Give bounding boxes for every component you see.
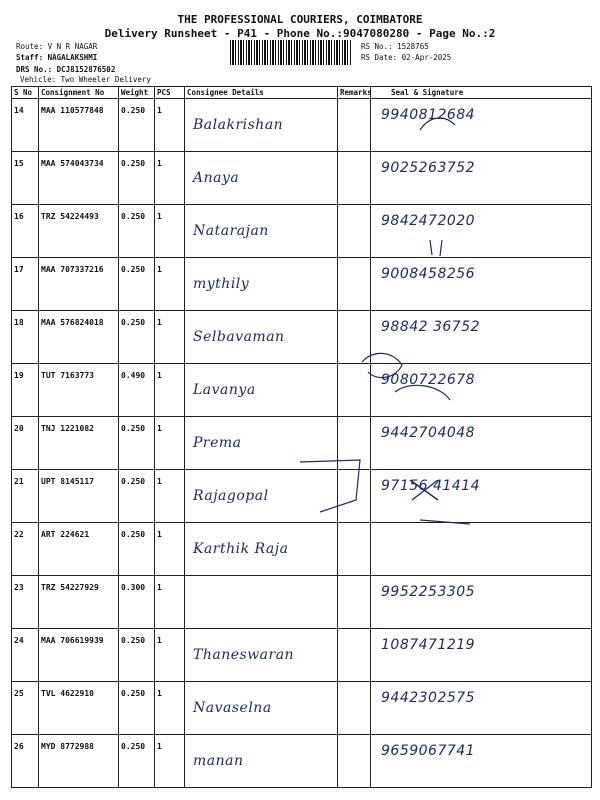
table-row [12,99,592,152]
cell-consignee: Balakrishan [185,99,338,152]
cell-consignment: MAA 574043734 [39,152,119,205]
cell-pcs: 1 [155,152,185,205]
cell-consignment: MYD 8772988 [39,735,119,788]
cell-weight: 0.490 [119,364,155,417]
cell-pcs: 1 [155,629,185,682]
barcode [230,40,352,65]
cell-sno: 20 [12,417,39,470]
cell-signature: 1087471219 [371,629,592,682]
cell-weight: 0.250 [119,470,155,523]
cell-sno: 15 [12,152,39,205]
runsheet-title-text: Delivery Runsheet - P41 - Phone No.:9047080280 - Page No.:2 [104,27,496,40]
rs-number: RS No.: 1528765 [361,42,429,51]
cell-remarks [338,311,371,364]
cell-consignee: Prema [185,417,338,470]
cell-weight: 0.250 [119,417,155,470]
cell-sno: 22 [12,523,39,576]
cell-remarks [338,523,371,576]
route-label: Route: V N R NAGAR [16,42,98,51]
col-header-consignment: Consignment No [39,87,119,99]
table-row [12,364,592,417]
cell-remarks [338,205,371,258]
table-body [12,99,592,788]
cell-sno: 16 [12,205,39,258]
table-row [12,258,592,311]
cell-remarks [338,629,371,682]
cell-weight: 0.300 [119,576,155,629]
cell-signature: 9952253305 [371,576,592,629]
company-title: THE PROFESSIONAL COURIERS, COIMBATORE [177,13,423,26]
cell-sno: 19 [12,364,39,417]
rs-date: RS Date: 02-Apr-2025 [361,53,452,62]
cell-sno: 18 [12,311,39,364]
cell-pcs: 1 [155,205,185,258]
cell-weight: 0.250 [119,523,155,576]
cell-consignee: manan [185,735,338,788]
cell-signature: 9025263752 [371,152,592,205]
cell-remarks [338,258,371,311]
cell-remarks [338,152,371,205]
cell-signature: 98842 36752 [371,311,592,364]
cell-signature: 9442302575 [371,682,592,735]
cell-consignment: TRZ 54227929 [39,576,119,629]
table-header-row [12,87,592,99]
cell-sno: 17 [12,258,39,311]
table-row [12,682,592,735]
drs-label: DRS No.: DCJ8152876502 [16,65,116,74]
cell-consignment: TNJ 1221082 [39,417,119,470]
cell-consignment: ART 224621 [39,523,119,576]
cell-sno: 24 [12,629,39,682]
cell-consignment: MAA 707337216 [39,258,119,311]
col-header-sno: S No [12,87,39,99]
cell-weight: 0.250 [119,735,155,788]
cell-signature: 9842472020 [371,205,592,258]
cell-signature: 9008458256 [371,258,592,311]
table-row [12,311,592,364]
vehicle-label: Vehicle: Two Wheeler Delivery [20,75,151,84]
cell-consignee: Navaselna [185,682,338,735]
cell-consignment: MAA 110577848 [39,99,119,152]
cell-pcs: 1 [155,311,185,364]
cell-weight: 0.250 [119,629,155,682]
cell-consignment: TRZ 54224493 [39,205,119,258]
cell-consignment: TUT 7163773 [39,364,119,417]
col-header-consignee: Consignee Details [185,87,338,99]
table-row [12,629,592,682]
cell-sno: 23 [12,576,39,629]
cell-signature: 9659067741 [371,735,592,788]
cell-remarks [338,470,371,523]
cell-sno: 26 [12,735,39,788]
cell-consignment: MAA 576824018 [39,311,119,364]
cell-pcs: 1 [155,523,185,576]
cell-consignment: MAA 706619939 [39,629,119,682]
cell-consignee: mythily [185,258,338,311]
cell-consignee [185,576,338,629]
cell-pcs: 1 [155,682,185,735]
cell-weight: 0.250 [119,99,155,152]
cell-consignee: Selbavaman [185,311,338,364]
cell-remarks [338,417,371,470]
cell-remarks [338,735,371,788]
table-row [12,417,592,470]
cell-weight: 0.250 [119,682,155,735]
col-header-pcs: PCS [155,87,185,99]
cell-consignee: Karthik Raja [185,523,338,576]
cell-remarks [338,576,371,629]
cell-consignee: Thaneswaran [185,629,338,682]
cell-sno: 25 [12,682,39,735]
cell-pcs: 1 [155,576,185,629]
cell-weight: 0.250 [119,205,155,258]
cell-consignment: TVL 4622910 [39,682,119,735]
table-row [12,735,592,788]
cell-consignee: Anaya [185,152,338,205]
cell-signature: 9940812684 [371,99,592,152]
cell-sno: 14 [12,99,39,152]
cell-remarks [338,682,371,735]
cell-signature: 97156 41414 [371,470,592,523]
cell-consignee: Lavanya [185,364,338,417]
table-row [12,576,592,629]
cell-sno: 21 [12,470,39,523]
col-header-signature: Seal & Signature [371,87,592,99]
table-row [12,205,592,258]
cell-pcs: 1 [155,258,185,311]
runsheet-table [11,86,592,788]
cell-consignee: Natarajan [185,205,338,258]
cell-weight: 0.250 [119,311,155,364]
cell-signature [371,523,592,576]
cell-signature: 9080722678 [371,364,592,417]
cell-consignee: Rajagopal [185,470,338,523]
table-row [12,152,592,205]
col-header-remarks: Remarks [338,87,371,99]
cell-weight: 0.250 [119,258,155,311]
cell-pcs: 1 [155,470,185,523]
cell-remarks [338,364,371,417]
cell-pcs: 1 [155,735,185,788]
cell-signature: 9442704048 [371,417,592,470]
table-row [12,470,592,523]
cell-remarks [338,99,371,152]
col-header-weight: Weight [119,87,155,99]
table-row [12,523,592,576]
cell-weight: 0.250 [119,152,155,205]
cell-pcs: 1 [155,364,185,417]
cell-consignment: UPT 8145117 [39,470,119,523]
cell-pcs: 1 [155,417,185,470]
cell-pcs: 1 [155,99,185,152]
staff-label: Staff: NAGALAKSHMI [16,53,98,62]
runsheet-title [0,27,600,40]
